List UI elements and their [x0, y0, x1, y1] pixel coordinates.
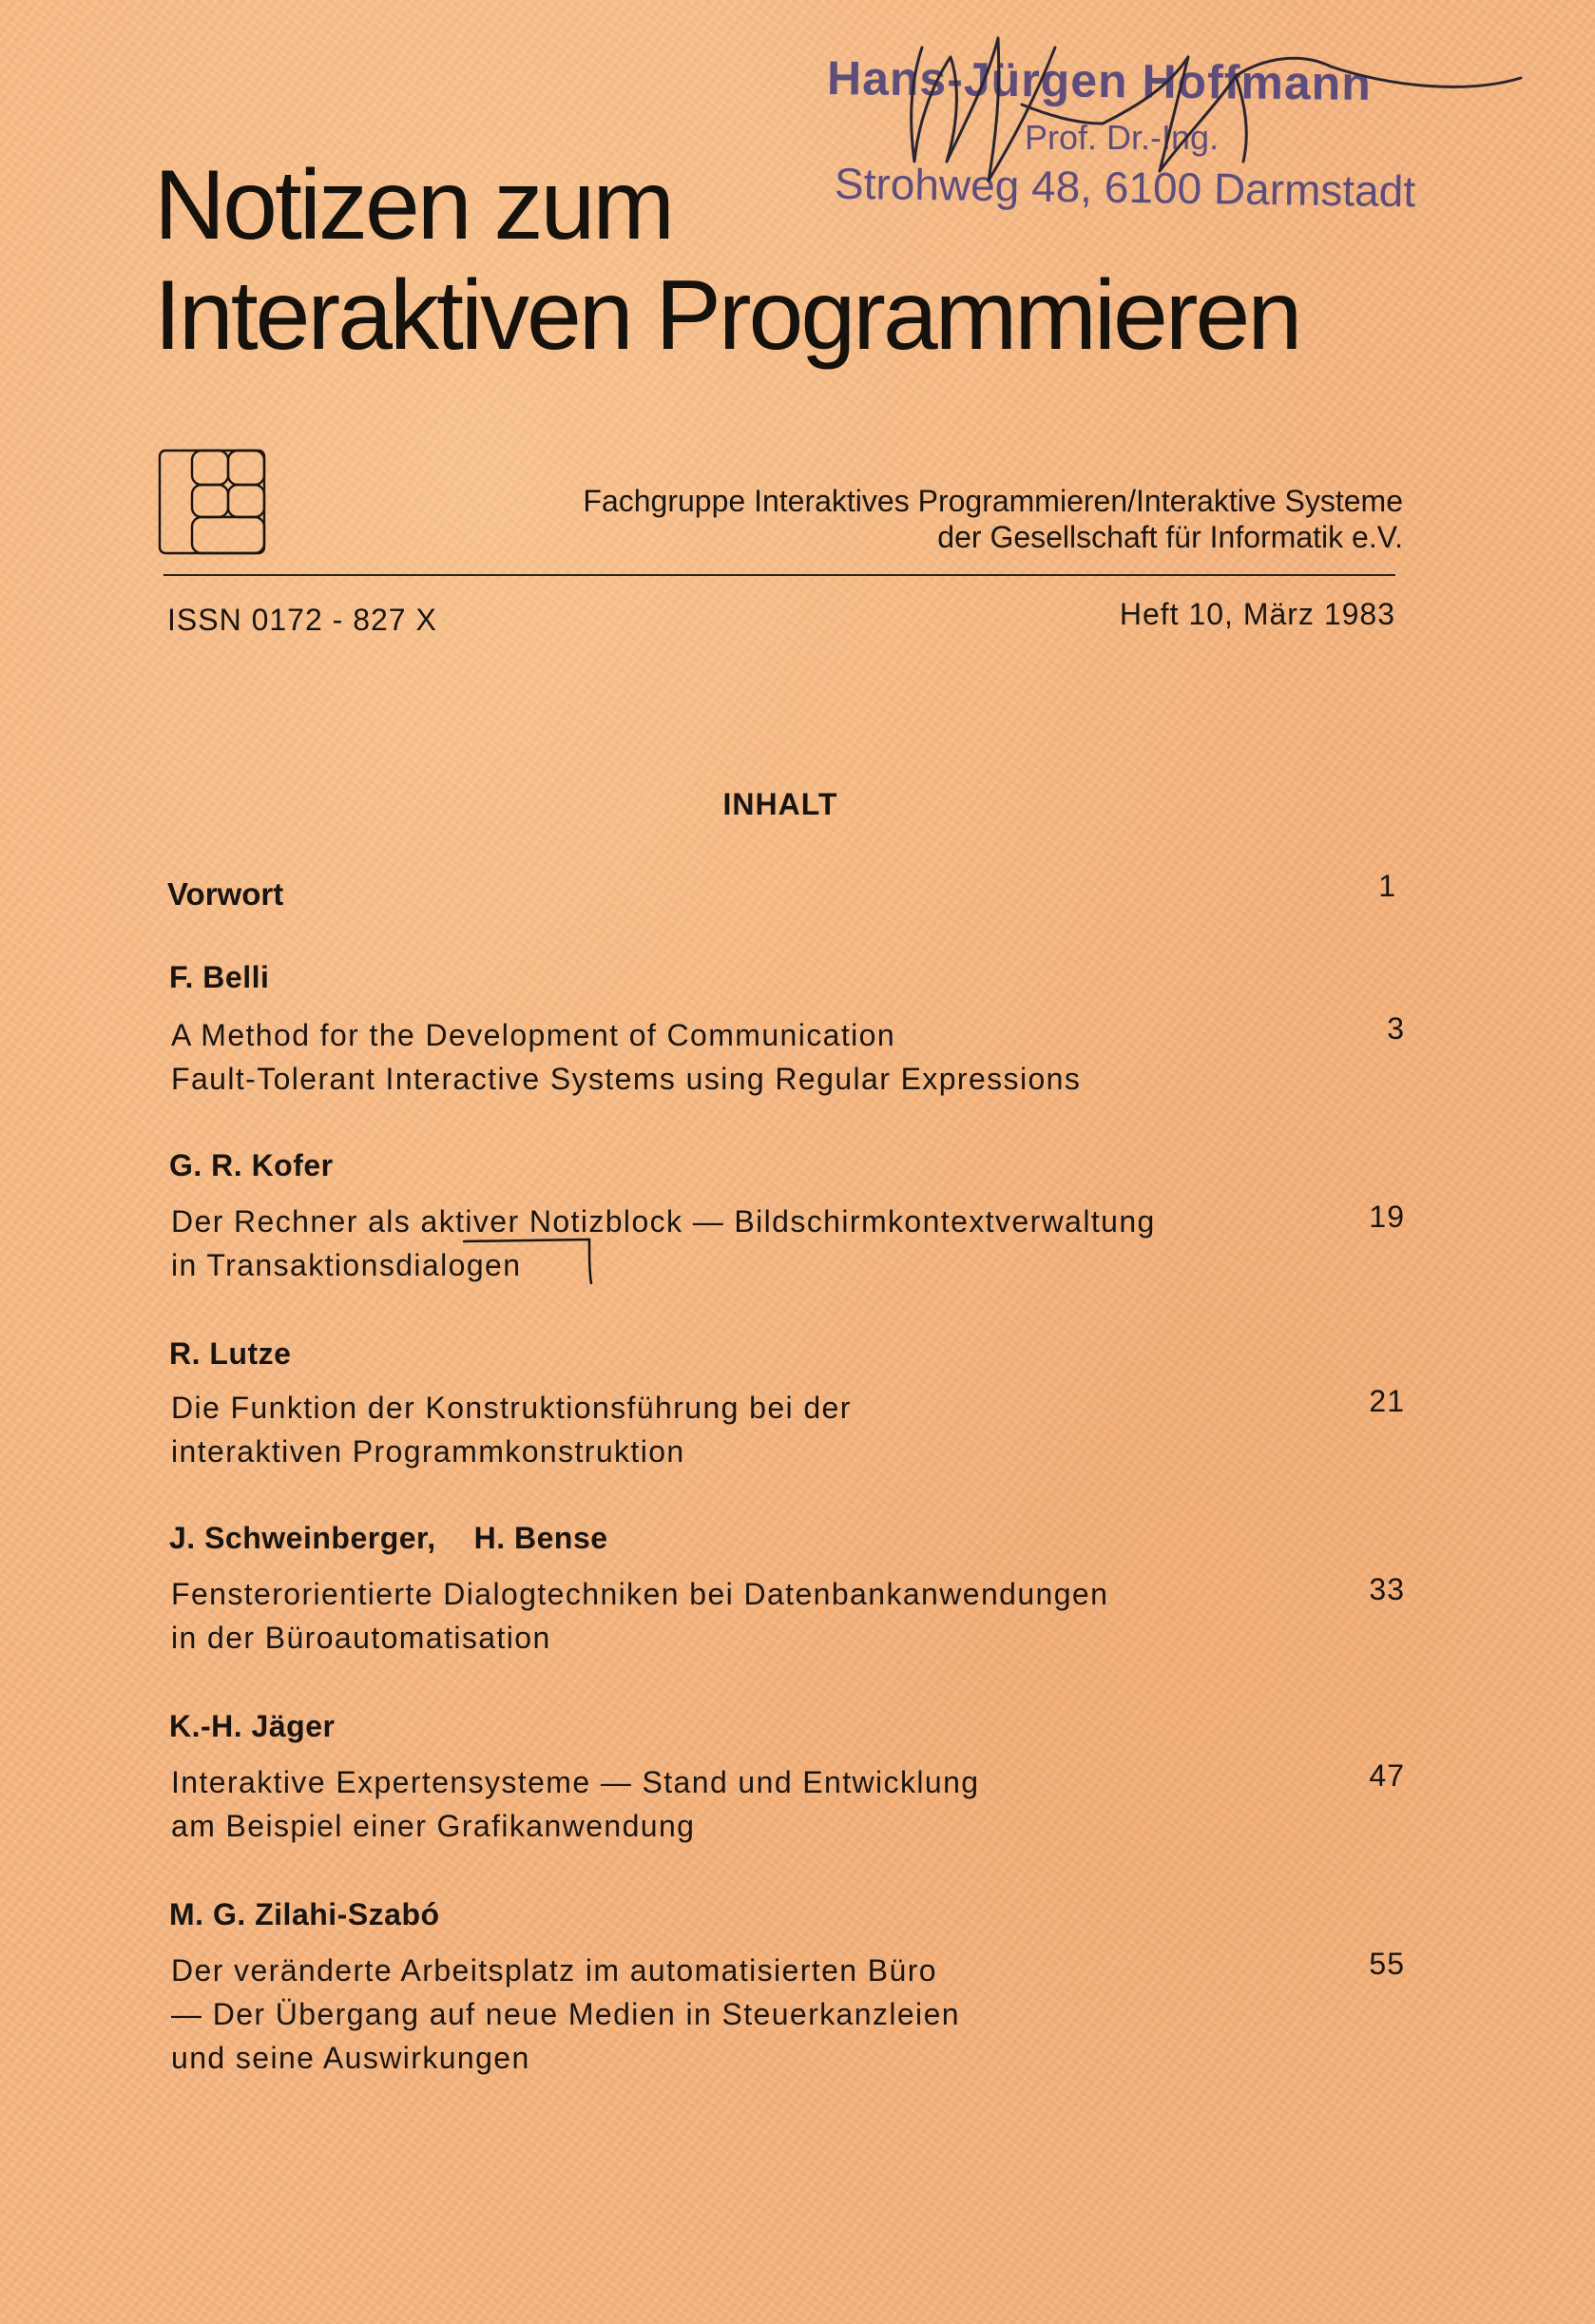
toc-vorwort: Vorwort — [167, 876, 284, 912]
organization-line1: Fachgruppe Interaktives Programmieren/Interaktive Systeme — [583, 484, 1403, 518]
toc-author — [169, 1148, 334, 1183]
journal-title-line1: Notizen zum — [154, 150, 672, 260]
toc-author — [169, 1709, 335, 1744]
title-line: in der Büroautomatisation — [171, 1621, 551, 1655]
author-name: H. Bense — [473, 1521, 608, 1555]
toc-page-number: 19 — [1369, 1200, 1405, 1234]
title-line: am Beispiel einer Grafikanwendung — [171, 1809, 696, 1843]
toc-entry-title — [171, 1013, 1081, 1101]
issn: ISSN 0172 - 827 X — [167, 603, 437, 637]
toc-author — [169, 1336, 291, 1372]
toc-entry-title — [171, 1949, 960, 2080]
title-line: Der Rechner als aktiver Notizblock — Bildschirmkontextverwaltung — [171, 1204, 1156, 1239]
toc-page-number: 55 — [1369, 1947, 1405, 1981]
gi-logo-icon — [158, 447, 268, 557]
title-line: A Method for the Development of Communication — [171, 1018, 896, 1052]
toc-page-number: 47 — [1369, 1758, 1405, 1793]
toc-heading: INHALT — [722, 787, 838, 821]
author-name: G. R. Kofer — [169, 1148, 334, 1182]
issue-info: Heft 10, März 1983 — [1119, 597, 1395, 631]
title-line: — Der Übergang auf neue Medien in Steuerkanzleien — [171, 1997, 960, 2031]
title-line: Der veränderte Arbeitsplatz im automatisierten Büro — [171, 1953, 937, 1988]
toc-entry-title — [171, 1386, 852, 1473]
title-line: in Transaktionsdialogen — [171, 1248, 522, 1282]
title-line: Die Funktion der Konstruktionsführung bei der — [171, 1391, 852, 1425]
toc-page-number: 3 — [1387, 1011, 1405, 1046]
divider — [163, 574, 1395, 576]
toc-page-number: 21 — [1369, 1384, 1405, 1418]
title-line: Interaktive Expertensysteme — Stand und Entwicklung — [171, 1765, 980, 1799]
stamp-address: Strohweg 48, 6100 Darmstadt — [834, 158, 1416, 217]
stamp-title: Prof. Dr.-Ing. — [1025, 118, 1220, 157]
toc-author — [169, 1521, 608, 1556]
title-line: interaktiven Programmkonstruktion — [171, 1434, 685, 1469]
organization-line2: der Gesellschaft für Informatik e.V. — [937, 520, 1403, 554]
organization — [583, 483, 1403, 555]
title-line: Fensterorientierte Dialogtechniken bei Datenbankanwendungen — [171, 1577, 1109, 1611]
author-name: M. G. Zilahi-Szabó — [169, 1897, 440, 1931]
journal-title — [154, 150, 1299, 371]
journal-title-line2: Interaktiven Programmieren — [154, 260, 1300, 371]
toc-author — [169, 1897, 440, 1932]
toc-page-number: 33 — [1369, 1572, 1405, 1606]
author-name: J. Schweinberger, — [169, 1521, 436, 1555]
toc-entry-title — [171, 1760, 979, 1848]
stamp-name: Hans-Jürgen Hoffmann — [826, 51, 1373, 110]
handwritten-underline-icon — [462, 1238, 595, 1285]
toc-vorwort-page: 1 — [1378, 869, 1395, 903]
author-name: F. Belli — [169, 960, 270, 994]
toc-entry-title — [171, 1572, 1108, 1660]
author-name: K.-H. Jäger — [169, 1709, 336, 1743]
toc-entry-title — [171, 1200, 1156, 1287]
toc-author — [169, 960, 269, 995]
title-line: und seine Auswirkungen — [171, 2041, 530, 2075]
title-line: Fault-Tolerant Interactive Systems using Regular Expressions — [171, 1062, 1082, 1096]
author-name: R. Lutze — [169, 1336, 292, 1371]
